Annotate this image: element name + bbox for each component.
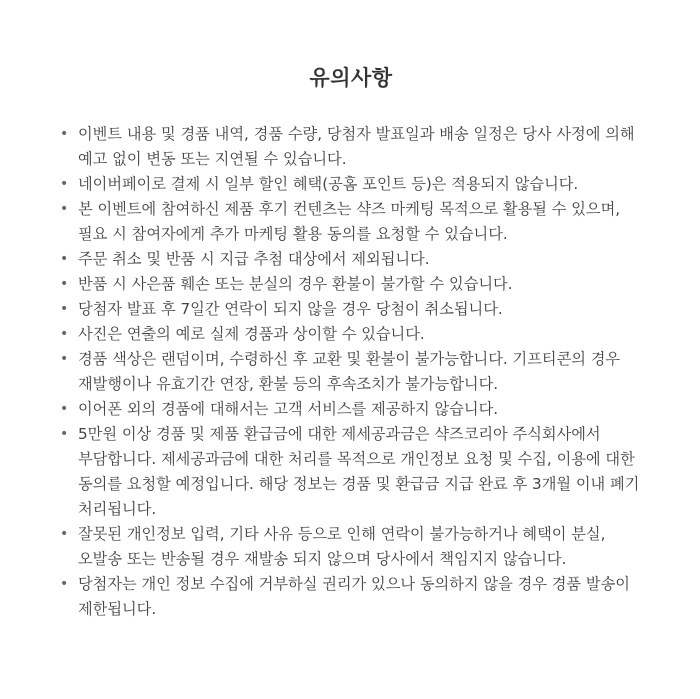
notice-item-text: 경품 색상은 랜덤이며, 수령하신 후 교환 및 환불이 불가능합니다. 기프티콘의 경우 재발행이나 유효기간 연장, 환불 등의 후속조치가 불가능합니다. bbox=[78, 350, 621, 393]
notice-title: 유의사항 bbox=[309, 66, 393, 90]
bullet-icon: • bbox=[60, 576, 69, 592]
notice-list bbox=[58, 122, 644, 622]
notice-item bbox=[58, 172, 644, 197]
notice-item-text: 네이버페이로 결제 시 일부 할인 혜택(공홈 포인트 등)은 적용되지 않습니다. bbox=[78, 175, 579, 193]
notice-item-text: 주문 취소 및 반품 시 지급 추첨 대상에서 제외됩니다. bbox=[78, 250, 430, 268]
bullet-icon: • bbox=[60, 251, 69, 267]
notice-item bbox=[58, 297, 644, 322]
bullet-icon: • bbox=[60, 526, 69, 542]
notice-item-text: 당첨자는 개인 정보 수집에 거부하실 권리가 있으나 동의하지 않을 경우 경품 발송이 제한됩니다. bbox=[78, 575, 630, 618]
notice-item-text: 이어폰 외의 경품에 대해서는 고객 서비스를 제공하지 않습니다. bbox=[78, 400, 499, 418]
bullet-icon: • bbox=[60, 126, 69, 142]
notice-item bbox=[58, 422, 644, 522]
bullet-icon: • bbox=[60, 351, 69, 367]
notice-item-text: 본 이벤트에 참여하신 제품 후기 컨텐츠는 샥즈 마케팅 목적으로 활용될 수 있으며, 필요 시 참여자에게 추가 마케팅 활용 동의를 요청할 수 있습니다. bbox=[78, 200, 621, 243]
bullet-icon: • bbox=[60, 276, 69, 292]
notice-item-text: 5만원 이상 경품 및 제품 환급금에 대한 제세공과금은 샥즈코리아 주식회사에서 부담합니다. 제세공과금에 대한 처리를 목적으로 개인정보 요청 및 수집, 이용에 대한 동의를 요청할 예정입니다. 해당 정보는 경품 및 환급금 지급 완료 후 3개월 이내 폐기 처리됩니다. bbox=[78, 425, 640, 518]
notice-item bbox=[58, 247, 644, 272]
notice-item bbox=[58, 347, 644, 397]
bullet-icon: • bbox=[60, 326, 69, 342]
notice-item bbox=[58, 522, 644, 572]
bullet-icon: • bbox=[60, 426, 69, 442]
notice-item bbox=[58, 322, 644, 347]
notice-item bbox=[58, 272, 644, 297]
notice-item-text: 사진은 연출의 예로 실제 경품과 상이할 수 있습니다. bbox=[78, 325, 425, 343]
notice-item-text: 잘못된 개인정보 입력, 기타 사유 등으로 인해 연락이 불가능하거나 혜택이 분실, 오발송 또는 반송될 경우 재발송 되지 않으며 당사에서 책임지지 않습니다. bbox=[78, 525, 606, 568]
bullet-icon: • bbox=[60, 176, 69, 192]
notice-item bbox=[58, 122, 644, 172]
notice-item-text: 반품 시 사은품 훼손 또는 분실의 경우 환불이 불가할 수 있습니다. bbox=[78, 275, 513, 293]
notice-item bbox=[58, 397, 644, 422]
bullet-icon: • bbox=[60, 201, 69, 217]
bullet-icon: • bbox=[60, 301, 69, 317]
notice-item-text: 당첨자 발표 후 7일간 연락이 되지 않을 경우 당첨이 취소됩니다. bbox=[78, 300, 503, 318]
notice-item bbox=[58, 197, 644, 247]
notice-item-text: 이벤트 내용 및 경품 내역, 경품 수량, 당첨자 발표일과 배송 일정은 당사 사정에 의해 예고 없이 변동 또는 지연될 수 있습니다. bbox=[78, 125, 635, 168]
bullet-icon: • bbox=[60, 401, 69, 417]
notice-item bbox=[58, 572, 644, 622]
